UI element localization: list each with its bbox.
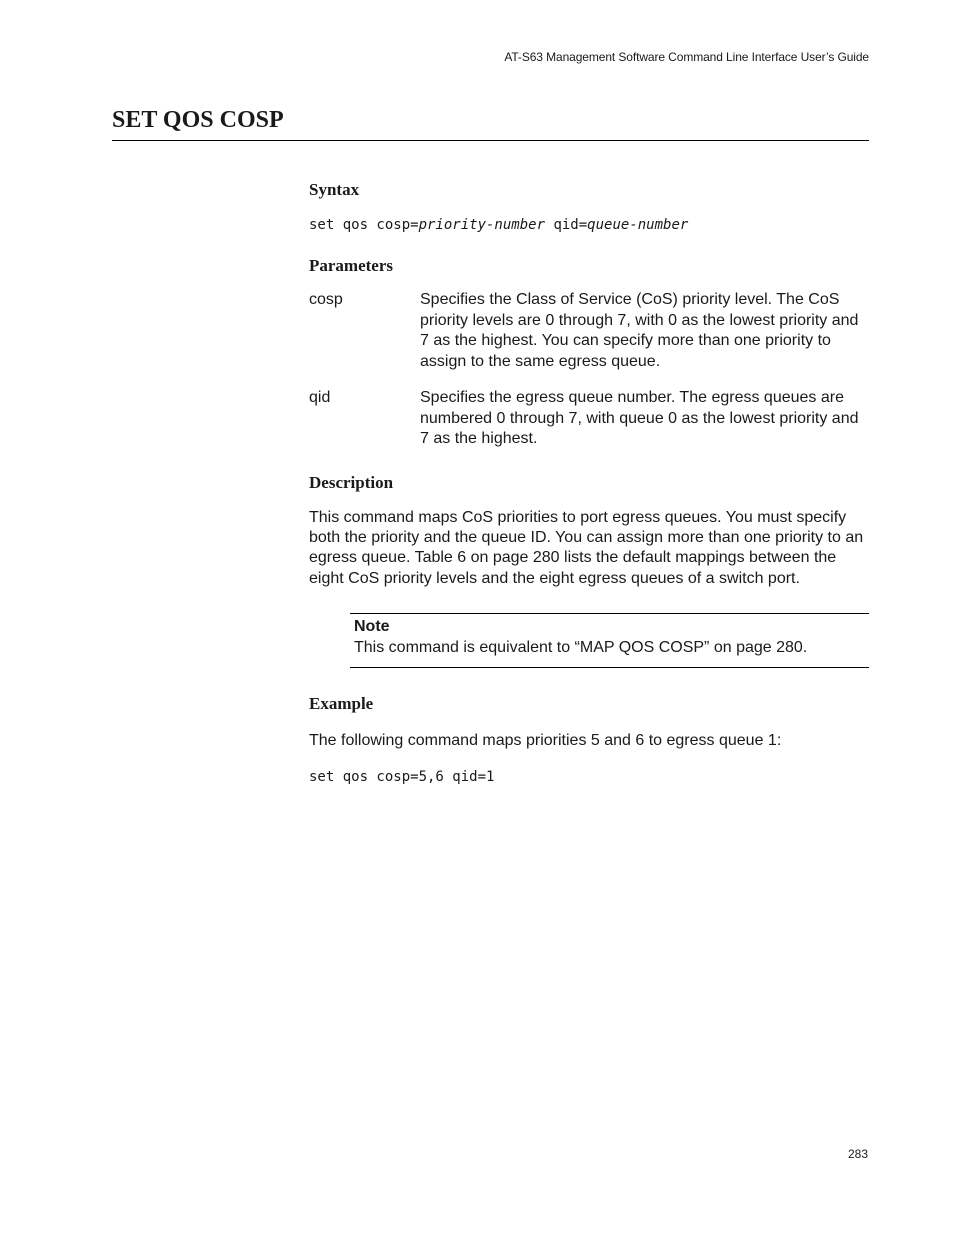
page-title: SET QOS COSP xyxy=(112,107,284,133)
parameter-row-cosp xyxy=(309,290,869,372)
syntax-heading: Syntax xyxy=(309,180,360,199)
description-heading: Description xyxy=(309,472,394,492)
description-text: This command maps CoS priorities to port egress queues. You must specify both the priority and the queue ID. You can assign more than one priority to an egress queue. Table 6 on page 280 lists the default mappings between the eight CoS priority levels and the eight egress queues of a switch port. xyxy=(309,508,864,587)
title-rule xyxy=(112,140,869,141)
parameter-row-qid xyxy=(309,388,869,450)
note-label: Note xyxy=(354,618,390,636)
example-code: set qos cosp=5,6 qid=1 xyxy=(309,768,495,785)
syntax-code xyxy=(309,215,869,235)
parameter-description: Specifies the egress queue number. The egress queues are numbered 0 through 7, with queue 0 as the lowest priority and 7 as the highest. xyxy=(420,389,859,447)
page-number: 283 xyxy=(847,1147,868,1161)
note-box xyxy=(350,613,869,668)
example-heading: Example xyxy=(309,694,374,714)
example-intro: The following command maps priorities 5 and 6 to egress queue 1: xyxy=(309,732,782,750)
main-content xyxy=(309,178,869,787)
parameter-name: qid xyxy=(309,389,331,406)
syntax-arg-queue: queue-number xyxy=(587,217,689,233)
syntax-arg-priority: priority-number xyxy=(418,217,546,233)
parameter-name: cosp xyxy=(309,291,343,308)
syntax-prefix: set qos cosp= xyxy=(309,217,419,233)
parameter-description: Specifies the Class of Service (CoS) priority level. The CoS priority levels are 0 through 7, with 0 as the lowest priority and 7 as the highest. You can specify more than one priority to assign to the same egress queue. xyxy=(420,291,859,370)
parameters-heading: Parameters xyxy=(309,256,394,275)
syntax-middle: qid= xyxy=(545,217,588,233)
note-text: This command is equivalent to “MAP QOS COSP” on page 280. xyxy=(354,638,808,656)
running-header: AT-S63 Management Software Command Line Interface User’s Guide xyxy=(504,50,869,64)
parameters-list xyxy=(309,290,869,450)
